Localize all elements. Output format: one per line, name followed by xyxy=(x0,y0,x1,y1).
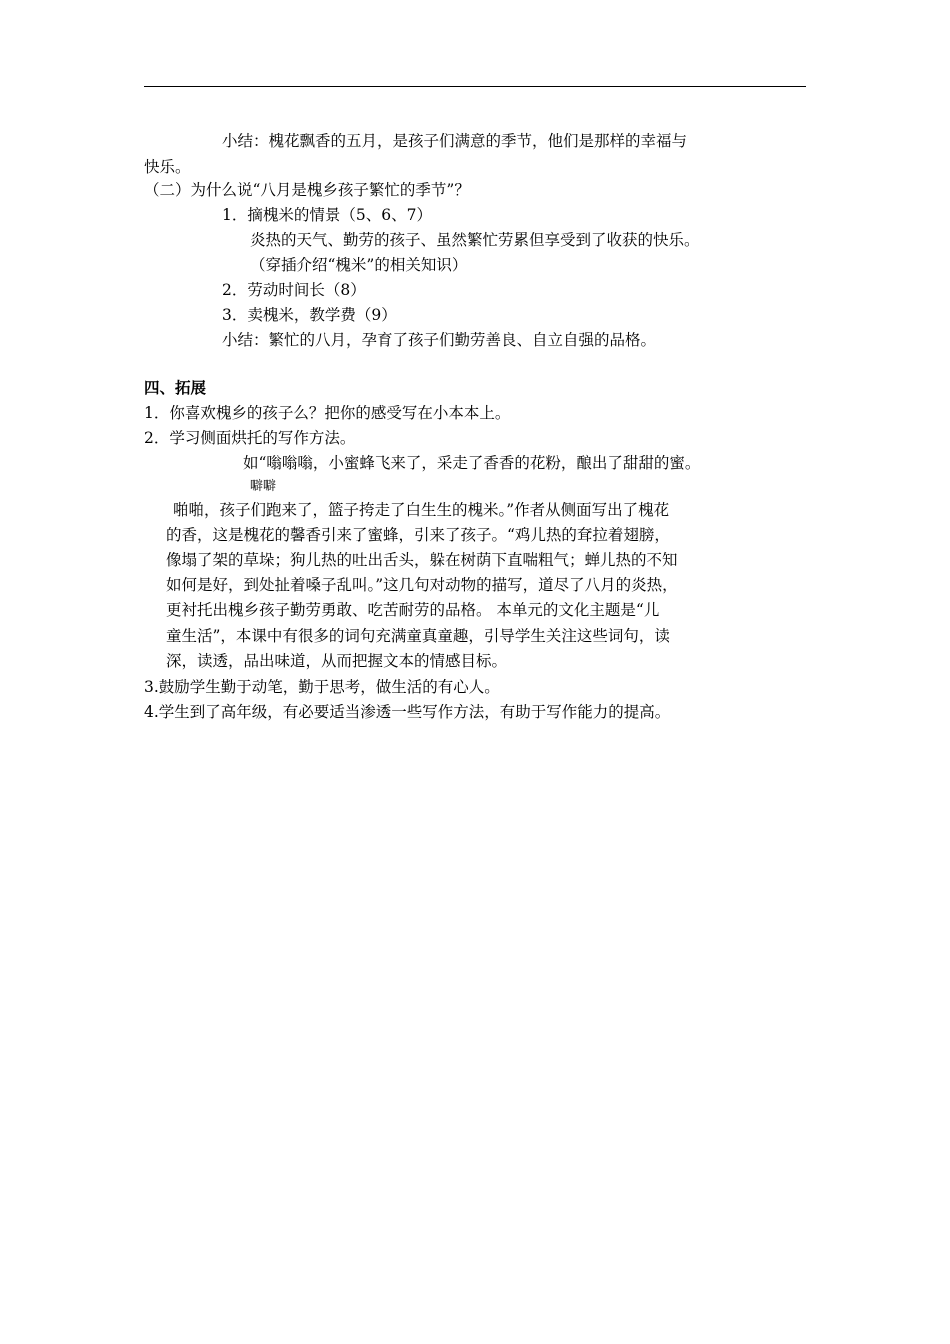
extension-item-3: 3.鼓励学生勤于动笔，勤于思考，做生活的有心人。 xyxy=(144,678,500,696)
list-item-2: 2．劳动时间长（8） xyxy=(222,281,366,299)
summary-2: 小结：繁忙的八月，孕育了孩子们勤劳善良、自立自强的品格。 xyxy=(222,331,657,349)
section-heading-extension: 四、拓展 xyxy=(144,378,207,397)
list-item-1: 1．摘槐米的情景（5、6、7） xyxy=(222,206,432,224)
list-item-3: 3．卖槐米，教学费（9） xyxy=(222,306,397,324)
list-item-1-note: （穿插介绍“槐米”的相关知识） xyxy=(250,256,468,274)
quote-line-1: 如“嗡嗡嗡，小蜜蜂飞来了，采走了香香的花粉，酿出了甜甜的蜜。 xyxy=(243,454,701,472)
summary-1-line-1: 小结：槐花飘香的五月，是孩子们满意的季节，他们是那样的幸福与 xyxy=(222,132,688,150)
question-2: （二）为什么说“八月是槐乡孩子繁忙的季节”？ xyxy=(144,181,470,199)
extension-item-4: 4.学生到了高年级，有必要适当渗透一些写作方法，有助于写作能力的提高。 xyxy=(144,703,671,721)
extension-item-2: 2．学习侧面烘托的写作方法。 xyxy=(144,429,356,447)
extension-item-1: 1．你喜欢槐乡的孩子么？把你的感受写在小本本上。 xyxy=(144,404,511,422)
paragraph-line-3: 像塌了架的草垛；狗儿热的吐出舌头，躲在树荫下直喘粗气；蝉儿热的不知 xyxy=(166,551,678,569)
header-rule xyxy=(144,86,806,87)
paragraph-line-1: 啪啪，孩子们跑来了，篮子挎走了白生生的槐米。”作者从侧面写出了槐花 xyxy=(173,501,670,519)
paragraph-line-5: 更衬托出槐乡孩子勤劳勇敢、吃苦耐劳的品格。 本单元的文化主题是“儿 xyxy=(166,601,660,619)
paragraph-line-7: 深，读透，品出味道，从而把握文本的情感目标。 xyxy=(166,652,508,670)
paragraph-line-6: 童生活”，本课中有很多的词句充满童真童趣，引导学生关注这些词句，读 xyxy=(166,627,670,645)
quote-annotation: 噼噼 xyxy=(250,479,277,494)
paragraph-line-2: 的香，这是槐花的馨香引来了蜜蜂，引来了孩子。“鸡儿热的耷拉着翅膀， xyxy=(166,526,670,544)
paragraph-line-4: 如何是好，到处扯着嗓子乱叫。”这几句对动物的描写，道尽了八月的炎热， xyxy=(166,576,678,594)
summary-1-line-2: 快乐。 xyxy=(144,158,191,176)
list-item-1-description: 炎热的天气、勤劳的孩子、虽然繁忙劳累但享受到了收获的快乐。 xyxy=(250,231,700,249)
